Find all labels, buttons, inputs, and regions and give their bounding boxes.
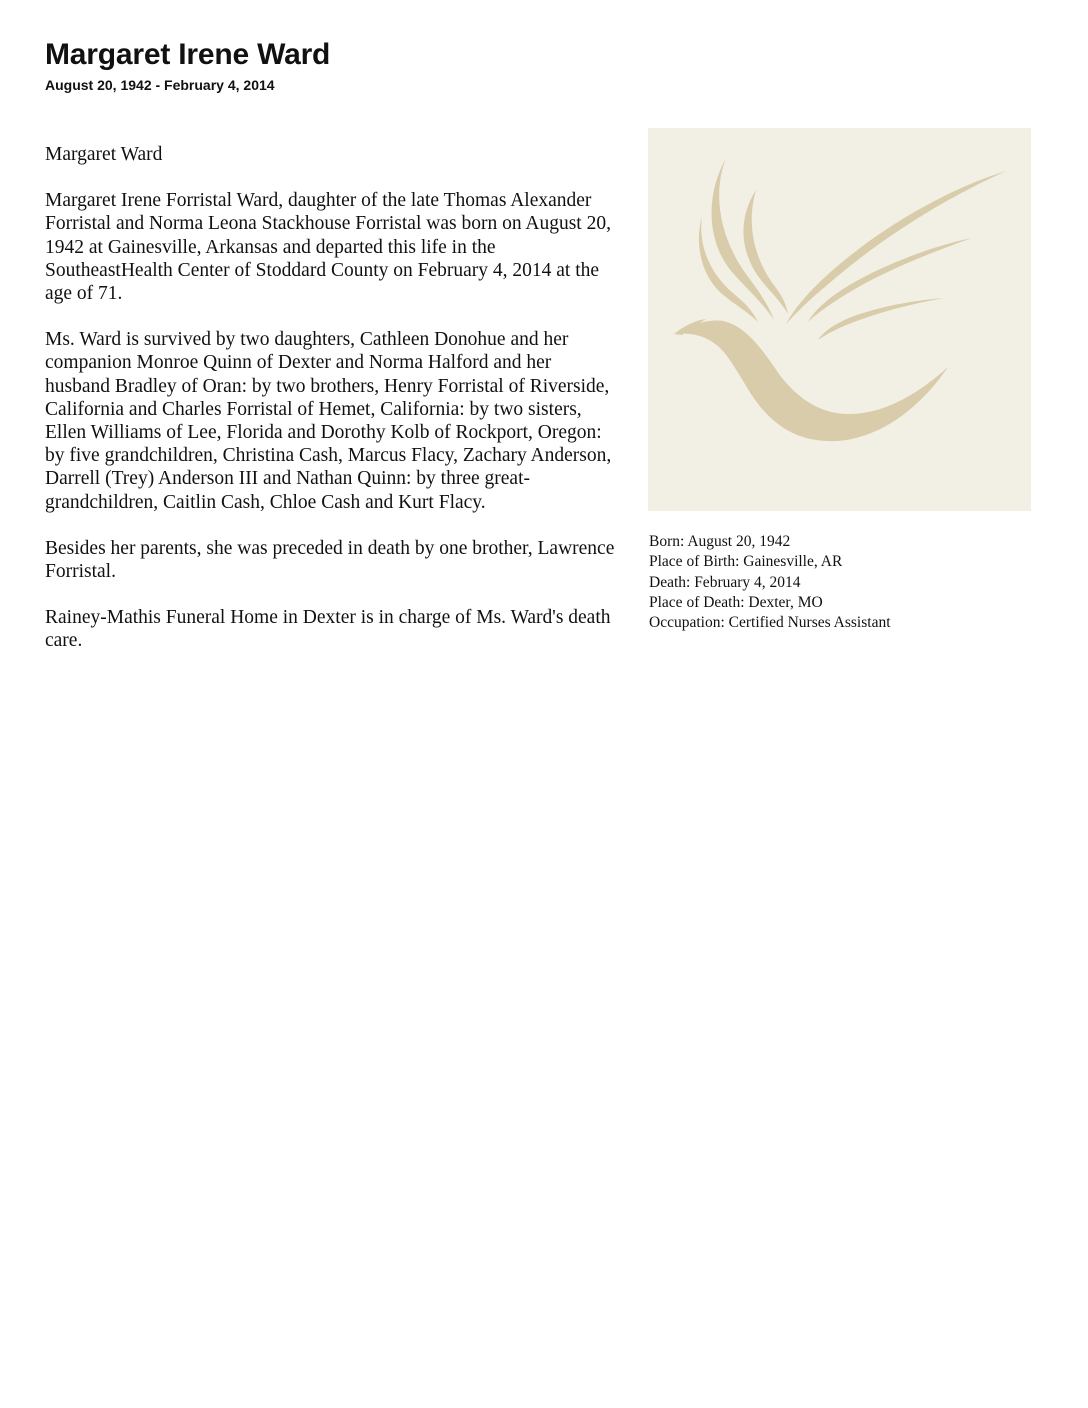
obituary-header <box>45 36 685 94</box>
dove-icon <box>648 128 1031 511</box>
obituary-paragraph: Margaret Ward <box>45 144 163 165</box>
obituary-text <box>45 143 620 676</box>
occupation-fact: Occupation: Certified Nurses Assistant <box>649 614 891 632</box>
obituary-paragraph: Besides her parents, she was preceded in death by one brother, Lawrence Forristal. <box>45 537 615 583</box>
vital-facts <box>649 532 1049 633</box>
obituary-paragraph: Ms. Ward is survived by two daughters, Cathleen Donohue and her companion Monroe Quinn of Dexter and Norma Halford and her husband Bradley of Oran: by two brothers, Henry Forristal of Riverside, California and Charles Forristal of Hemet, California: by two sisters, Ellen Williams of Lee, Florida and Dorothy Kolb of Rockport, Oregon: by five grandchildren, Christina Cash, Marcus Flacy, Zachary Anderson, Darrell (Trey) Anderson III and Nathan Quinn: by three great-grandchildren, Caitlin Cash, Chloe Cash and Kurt Flacy. <box>45 329 612 513</box>
memorial-image <box>648 128 1031 511</box>
deceased-name: Margaret Irene Ward <box>45 38 331 71</box>
life-dates: August 20, 1942 - February 4, 2014 <box>45 77 275 93</box>
obituary-paragraph: Rainey-Mathis Funeral Home in Dexter is in charge of Ms. Ward's death care. <box>45 607 611 652</box>
birthplace-fact: Place of Birth: Gainesville, AR <box>649 553 843 571</box>
deathplace-fact: Place of Death: Dexter, MO <box>649 593 823 611</box>
born-fact: Born: August 20, 1942 <box>649 533 791 550</box>
death-fact: Death: February 4, 2014 <box>649 573 801 591</box>
obituary-paragraph: Margaret Irene Forristal Ward, daughter of the late Thomas Alexander Forristal and Norma Leona Stackhouse Forristal was born on August 20, 1942 at Gainesville, Arkansas and departed this life in the SoutheastHealth Center of Stoddard County on February 4, 2014 at the age of 71. <box>45 190 611 305</box>
